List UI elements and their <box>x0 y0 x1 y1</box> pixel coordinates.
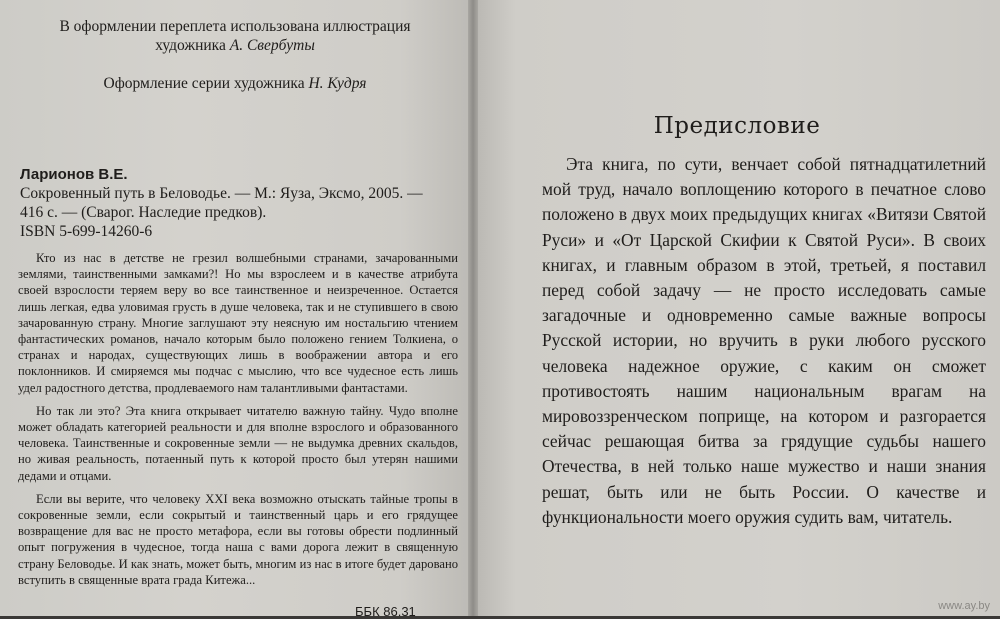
annotation-paragraph-2: Но так ли это? Эта книга открывает читателю важную тайну. Чудо вполне может обладать категорией реальности и для вполне взрослого и образованного человека. Таинственные и сокровенные земли — не выдумка древних скальдов, но живая реальность, потаенный путь к которой просто был утерян нашими дедами и отцами. <box>18 403 458 483</box>
watermark: www.ay.by <box>938 600 990 612</box>
credit1-line1: В оформлении переплета использована иллюстрация <box>59 18 411 35</box>
cover-illustration-credit <box>0 17 470 55</box>
annotation-paragraph-1: Кто из нас в детстве не грезил волшебными странами, зачарованными землями, таинственными замками?! Но мы взрослеем и в качестве атрибута своей взрослости теряем веру во все таинственное и неизреченное. Остается лишь легкая, едва уловимая грусть в душе человека, так и не ступившего в свою зачарованную страну. Многие заглушают эту неясную им ностальгию чтением фантастических романов, начало которым было положено гением Толкиена, о странах и народах, существующих лишь в воображении автора и его поклонников. И смиряемся мы подчас с мыслию, что все чудесное есть лишь удел радостного детства, продлеваемого нам талантливыми фантастами. <box>18 251 458 395</box>
annotation-text <box>18 250 458 588</box>
biblio-line2: 416 с. — (Сварог. Наследие предков). <box>20 204 267 221</box>
credit1-artist: А. Свербуты <box>229 37 315 54</box>
biblio-line1: Сокровенный путь в Беловодье. — М.: Яуза, Эксмо, 2005. — <box>20 185 423 202</box>
author-name: Ларионов В.Е. <box>20 166 128 183</box>
bibliographic-record <box>20 165 460 241</box>
credit2-prefix: Оформление серии художника <box>103 75 309 92</box>
preface-paragraph: Эта книга, по сути, венчает собой пятнадцатилетний мой труд, начало воплощению которого в печатное слово положено в двух моих предыдущих книгах «Витязи Святой Руси» и «От Царской Скифии к Святой Руси». В своих книгах, и главным образом в этой, третьей, я поставил перед собой задачу — не просто исследовать самые загадочные и одновременно самые важные вопросы Русской истории, но вручить в руки любого русского человека надежное оружие, с каким он сможет противостоять нашим национальным врагам на мировоззренческом поприще, на котором и разгорается сейчас решающая битва за грядущие судьбы нашего Отечества, в ней только наше мужество и наши знания решат, быть или не быть России. О качестве и функциональности моего оружия судить вам, читатель. <box>542 154 986 527</box>
credit1-line2 <box>0 36 470 55</box>
annotation-paragraph-3: Если вы верите, что человеку XXI века возможно отыскать тайные тропы в сокровенные земли, если сокрытый и таинственный царь и его грядущее возвращение для вас не просто метафора, если вы готовы обрести подлинный опыт погружения в чудесное, тогда наша с вами дорога лежит в священную страну Беловодье. И как знать, может быть, многим из нас в итоге будет даровано вступить в священные врата града Китежа... <box>18 491 458 587</box>
preface-text <box>542 152 986 530</box>
credit2-artist: Н. Кудря <box>308 75 367 92</box>
preface-heading: Предисловие <box>653 113 821 139</box>
series-design-credit <box>0 74 470 93</box>
bbk-code: ББК 86.31 <box>355 604 416 619</box>
isbn: ISBN 5-699-14260-6 <box>20 223 153 240</box>
credit1-prefix: художника <box>155 37 230 54</box>
